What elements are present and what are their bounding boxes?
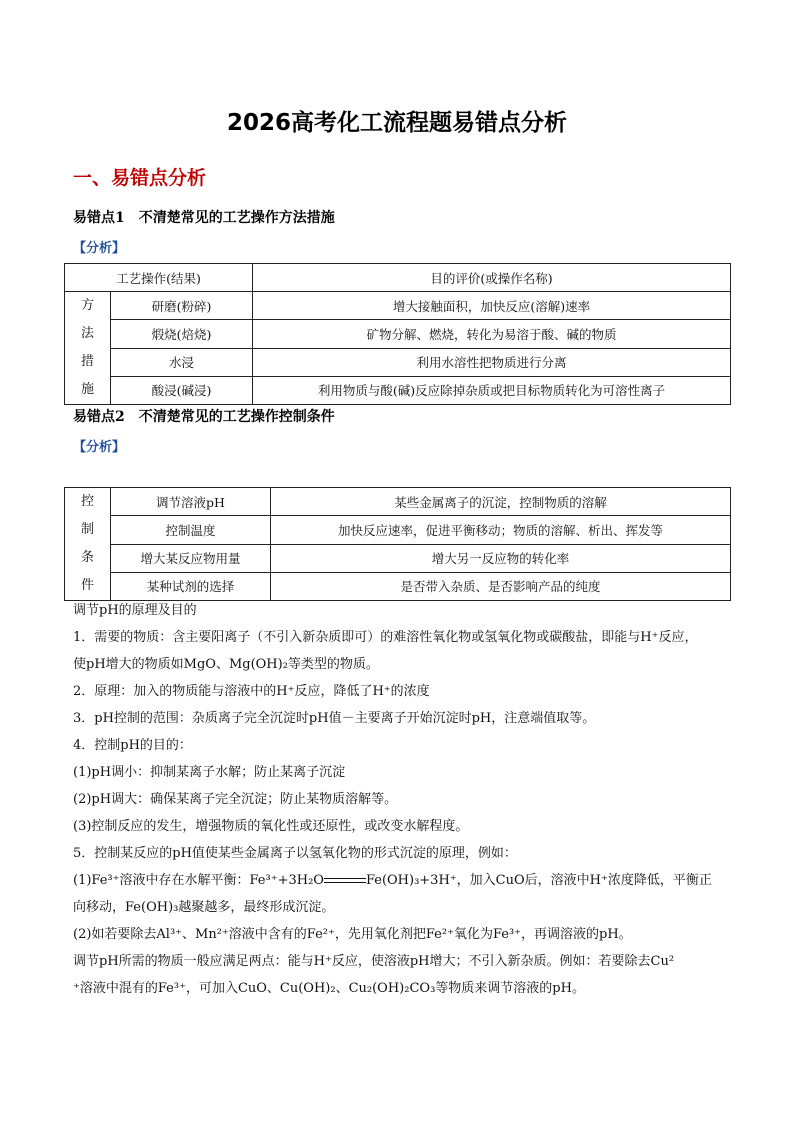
- paragraph: 调节pH的原理及目的: [73, 603, 197, 618]
- table-row: [65, 488, 731, 516]
- point1-table: [64, 263, 731, 405]
- table-row: [65, 320, 731, 348]
- operation-cell: 某种试剂的选择: [111, 572, 271, 600]
- purpose-cell: 加快反应速率，促进平衡移动；物质的溶解、析出、挥发等: [271, 516, 731, 544]
- operation-cell: 酸浸(碱浸): [111, 376, 253, 404]
- equation-left: (1)Fe³⁺溶液中存在水解平衡：Fe³⁺+3H₂O: [73, 873, 324, 888]
- paragraph: 3．pH控制的范围：杂质离子完全沉淀时pH值－主要离子开始沉淀时pH，注意端值取等。: [73, 711, 596, 726]
- group-label-method: 方 法 措 施: [65, 292, 111, 405]
- operation-cell: 控制温度: [111, 516, 271, 544]
- equation-right: Fe(OH)₃+3H⁺，加入CuO后，溶液中H⁺浓度降低，平衡正: [365, 873, 712, 888]
- paragraph: (2)pH调大：确保某离子完全沉淀；防止某物质溶解等。: [73, 792, 398, 807]
- paragraph: (1)pH调小：抑制某离子水解；防止某离子沉淀: [73, 765, 346, 780]
- paragraph: 向移动，Fe(OH)₃越聚越多，最终形成沉淀。: [73, 900, 335, 915]
- paragraph: (3)控制反应的发生，增强物质的氧化性或还原性，或改变水解程度。: [73, 819, 469, 834]
- paragraph: 1．需要的物质：含主要阳离子（不引入新杂质即可）的难溶性氧化物或氢氧化物或碳酸盐，即能与H⁺反应，: [73, 630, 698, 645]
- purpose-cell: 利用水溶性把物质进行分离: [253, 348, 731, 376]
- table-header-row: [65, 264, 731, 292]
- operation-cell: 水浸: [111, 348, 253, 376]
- paragraph: 使pH增大的物质如MgO、Mg(OH)₂等类型的物质。: [73, 657, 379, 672]
- purpose-cell: 矿物分解、燃烧，转化为易溶于酸、碱的物质: [253, 320, 731, 348]
- paragraph: ⁺溶液中混有的Fe³⁺，可加入CuO、Cu(OH)₂、Cu₂(OH)₂CO₃等物质来调节溶液的pH。: [73, 981, 585, 996]
- table-row: [65, 348, 731, 376]
- point2-title: 易错点2 不清楚常见的工艺操作控制条件: [73, 409, 335, 425]
- operation-cell: 增大某反应物用量: [111, 544, 271, 572]
- body-text: [73, 597, 723, 1002]
- header-cell-operation: 工艺操作(结果): [65, 264, 253, 292]
- paragraph: 2．原理：加入的物质能与溶液中的H⁺反应，降低了H⁺的浓度: [73, 684, 430, 699]
- point2-analysis-tag: 【分析】: [73, 440, 126, 455]
- purpose-cell: 增大接触面积，加快反应(溶解)速率: [253, 292, 731, 320]
- group-label-control: 控 制 条 件: [65, 488, 111, 601]
- operation-cell: 研磨(粉碎): [111, 292, 253, 320]
- paragraph: (2)如若要除去Al³⁺、Mn²⁺溶液中含有的Fe²⁺，先用氧化剂把Fe²⁺氧化为Fe³⁺，再调溶液的pH。: [73, 927, 632, 942]
- purpose-cell: 利用物质与酸(碱)反应除掉杂质或把目标物质转化为可溶性离子: [253, 376, 731, 404]
- section-heading: 一、易错点分析: [73, 167, 207, 189]
- purpose-cell: 增大另一反应物的转化率: [271, 544, 731, 572]
- equilibrium-arrow-icon: [324, 877, 366, 885]
- document-title: 2026高考化工流程题易错点分析: [226, 110, 567, 136]
- purpose-cell: 某些金属离子的沉淀，控制物质的溶解: [271, 488, 731, 516]
- purpose-cell: 是否带入杂质、是否影响产品的纯度: [271, 572, 731, 600]
- operation-cell: 调节溶液pH: [111, 488, 271, 516]
- point1-title: 易错点1 不清楚常见的工艺操作方法措施: [73, 210, 335, 226]
- operation-cell: 煅烧(焙烧): [111, 320, 253, 348]
- table-row: [65, 376, 731, 404]
- point1-analysis-tag: 【分析】: [73, 241, 126, 256]
- paragraph-equation: [73, 867, 723, 894]
- paragraph: 4．控制pH的目的：: [73, 738, 192, 753]
- point2-table: [64, 487, 731, 601]
- paragraph: 5．控制某反应的pH值使某些金属离子以氢氧化物的形式沉淀的原理，例如：: [73, 846, 517, 861]
- paragraph: 调节pH所需的物质一般应满足两点：能与H⁺反应，使溶液pH增大；不引入新杂质。例如：若要除去Cu²: [73, 954, 675, 969]
- table-row: [65, 516, 731, 544]
- table-row: [65, 544, 731, 572]
- table-row: [65, 292, 731, 320]
- header-cell-purpose: 目的评价(或操作名称): [253, 264, 731, 292]
